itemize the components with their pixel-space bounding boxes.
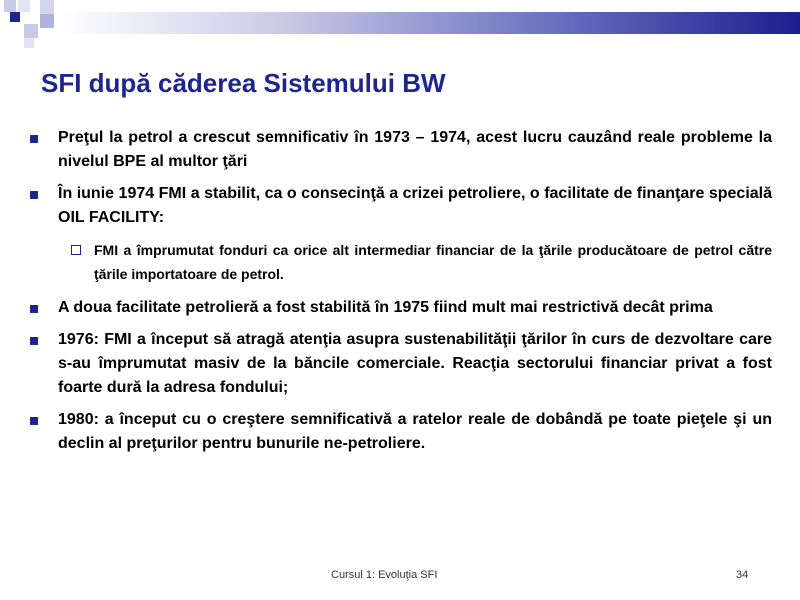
deco-square: [18, 0, 30, 12]
bullet-text: 1980: a început cu o creştere semnificativă a ratelor reale de dobândă pe toate pieţele şi un declin al preţurilor pentru bunurile ne-petroliere.: [58, 411, 772, 452]
sub-bullet-item: [30, 238, 772, 286]
bullet-text: 1976: FMI a început să atragă atenţia asupra sustenabilităţii ţărilor în curs de dezvoltare care s-au împrumutat masiv de la băncile comerciale. Reacţia sectorului financiar privat a fost foarte dură la adresa fondului;: [58, 331, 772, 396]
bullet-item: [30, 408, 772, 456]
deco-square: [24, 24, 38, 38]
bullet-item: [30, 126, 772, 174]
page-number: 34: [736, 569, 749, 581]
deco-square: [24, 38, 34, 48]
square-bullet-icon: [30, 305, 38, 313]
slide-title: SFI după căderea Sistemului BW: [41, 68, 446, 98]
bullet-item: [30, 328, 772, 400]
deco-square: [10, 12, 20, 22]
header-gradient-bar: [58, 12, 800, 34]
bullet-text: Preţul la petrol a crescut semnificativ în 1973 – 1974, acest lucru cauzând reale probleme la nivelul BPE al multor ţări: [58, 129, 772, 170]
square-bullet-icon: [30, 135, 38, 143]
decorative-squares: [0, 0, 64, 52]
square-bullet-icon: [30, 417, 38, 425]
footer-course-title: Cursul 1: Evoluţia SFI: [331, 569, 438, 581]
square-bullet-icon: [30, 337, 38, 345]
sub-bullet-text: FMI a împrumutat fonduri ca orice alt intermediar financiar de la ţările producătoare de petrol către ţările importatoare de petrol.: [94, 242, 772, 282]
bullet-text: A doua facilitate petrolieră a fost stabilită în 1975 fiind mult mai restrictivă decât prima: [58, 299, 713, 316]
deco-square: [40, 0, 54, 14]
bullet-item: [30, 182, 772, 230]
hollow-square-bullet-icon: [71, 245, 81, 255]
square-bullet-icon: [30, 191, 38, 199]
deco-square: [4, 0, 16, 12]
deco-square: [40, 14, 54, 28]
slide-content: [30, 126, 772, 464]
bullet-item: [30, 296, 772, 320]
bullet-text: În iunie 1974 FMI a stabilit, ca o consecinţă a crizei petroliere, o facilitate de finanţare specială OIL FACILITY:: [58, 185, 772, 226]
